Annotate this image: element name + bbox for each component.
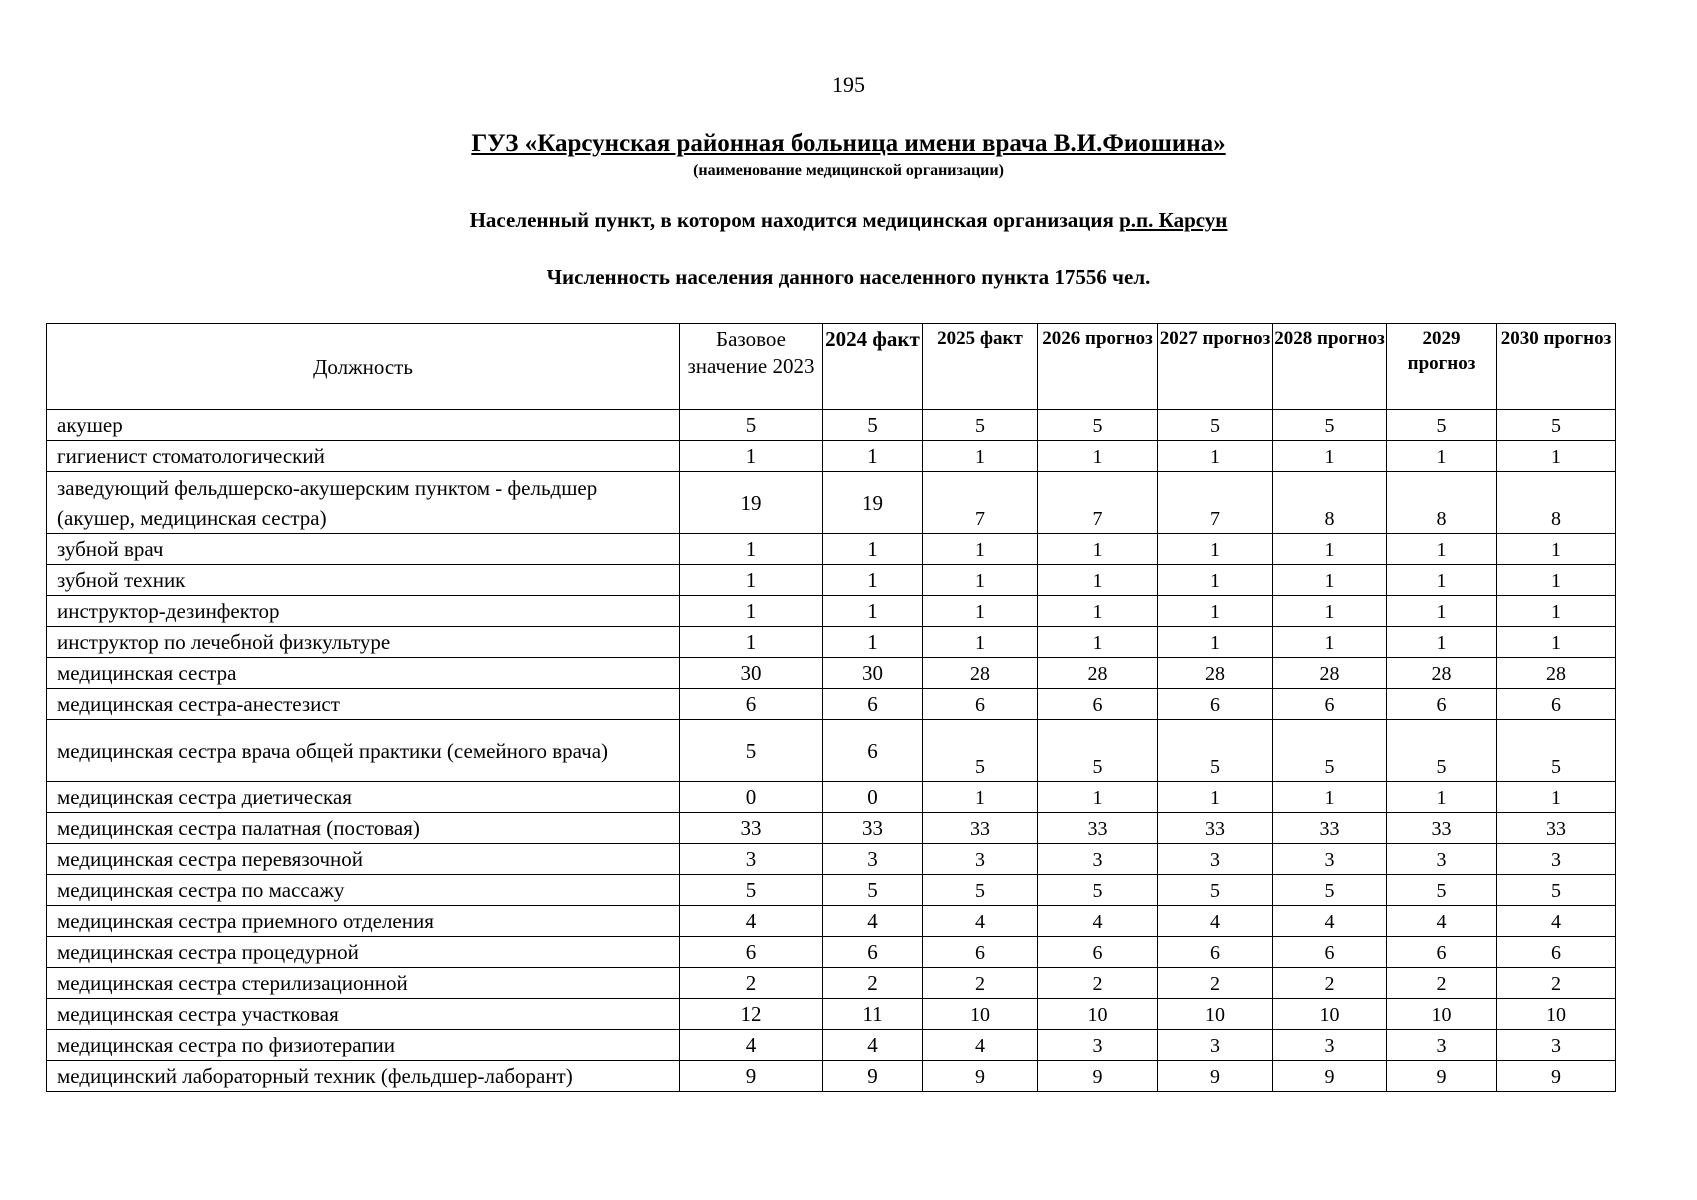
value-cell: 5 [1497, 875, 1616, 906]
value-cell: 4 [1273, 906, 1387, 937]
value-cell: 28 [1038, 658, 1158, 689]
value-cell: 1 [1497, 534, 1616, 565]
value-cell: 12 [680, 999, 823, 1030]
value-cell: 1 [1158, 596, 1273, 627]
table-row [47, 534, 1616, 565]
table-row [47, 937, 1616, 968]
value-cell: 3 [1387, 1030, 1497, 1061]
table-row [47, 782, 1616, 813]
position-name-cell: медицинская сестра перевязочной [47, 844, 680, 875]
value-cell: 9 [1387, 1061, 1497, 1092]
value-cell: 6 [680, 689, 823, 720]
value-cell: 33 [1497, 813, 1616, 844]
value-cell: 1 [923, 565, 1038, 596]
value-cell: 1 [1387, 782, 1497, 813]
value-cell: 1 [823, 627, 923, 658]
value-cell: 1 [823, 441, 923, 472]
value-cell: 2 [923, 968, 1038, 999]
value-cell: 28 [1273, 658, 1387, 689]
position-name-cell: зубной техник [47, 565, 680, 596]
value-cell: 1 [1158, 782, 1273, 813]
value-cell: 1 [823, 534, 923, 565]
value-cell: 28 [1158, 658, 1273, 689]
value-cell: 2 [823, 968, 923, 999]
value-cell: 1 [1497, 441, 1616, 472]
value-cell: 5 [1273, 720, 1387, 782]
value-cell: 1 [1038, 627, 1158, 658]
header-2028: 2028 прогноз [1273, 324, 1387, 410]
value-cell: 1 [1273, 627, 1387, 658]
table-row [47, 720, 1616, 782]
value-cell: 10 [1038, 999, 1158, 1030]
position-name-cell: заведующий фельдшерско-акушерским пунктом - фельдшер (акушер, медицинская сестра) [47, 472, 680, 534]
value-cell: 33 [1387, 813, 1497, 844]
value-cell: 6 [923, 689, 1038, 720]
value-cell: 5 [680, 720, 823, 782]
value-cell: 1 [1387, 565, 1497, 596]
value-cell: 1 [680, 565, 823, 596]
value-cell: 1 [1387, 534, 1497, 565]
value-cell: 9 [823, 1061, 923, 1092]
value-cell: 5 [1038, 875, 1158, 906]
organization-title: ГУЗ «Карсунская районная больница имени врача В.И.Фиошина» [471, 130, 1226, 157]
value-cell: 6 [823, 937, 923, 968]
value-cell: 1 [680, 627, 823, 658]
value-cell: 1 [1273, 534, 1387, 565]
value-cell: 6 [1273, 689, 1387, 720]
value-cell: 6 [923, 937, 1038, 968]
value-cell: 8 [1497, 472, 1616, 534]
header-2030: 2030 прогноз [1497, 324, 1616, 410]
value-cell: 7 [923, 472, 1038, 534]
value-cell: 6 [823, 720, 923, 782]
value-cell: 1 [1038, 782, 1158, 813]
position-name-cell: медицинская сестра процедурной [47, 937, 680, 968]
locality-value: р.п. Карсун [1119, 208, 1228, 232]
value-cell: 1 [923, 627, 1038, 658]
value-cell: 19 [823, 472, 923, 534]
value-cell: 3 [1497, 844, 1616, 875]
header-2027: 2027 прогноз [1158, 324, 1273, 410]
header-base-2023: Базовое значение 2023 [680, 324, 823, 410]
value-cell: 5 [923, 875, 1038, 906]
value-cell: 1 [680, 534, 823, 565]
value-cell: 1 [1497, 782, 1616, 813]
table-row [47, 472, 1616, 534]
position-name-cell: медицинская сестра диетическая [47, 782, 680, 813]
value-cell: 33 [823, 813, 923, 844]
table-row [47, 1030, 1616, 1061]
value-cell: 4 [680, 906, 823, 937]
value-cell: 10 [923, 999, 1038, 1030]
value-cell: 3 [1497, 1030, 1616, 1061]
value-cell: 3 [1038, 1030, 1158, 1061]
value-cell: 3 [680, 844, 823, 875]
value-cell: 9 [1273, 1061, 1387, 1092]
value-cell: 1 [823, 565, 923, 596]
value-cell: 9 [1497, 1061, 1616, 1092]
value-cell: 2 [1038, 968, 1158, 999]
header-2026: 2026 прогноз [1038, 324, 1158, 410]
value-cell: 7 [1038, 472, 1158, 534]
header-2029: 2029 прогноз [1387, 324, 1497, 410]
value-cell: 2 [680, 968, 823, 999]
value-cell: 1 [1387, 627, 1497, 658]
value-cell: 33 [1273, 813, 1387, 844]
position-name-cell: медицинская сестра врача общей практики (семейного врача) [47, 720, 680, 782]
locality-line [0, 208, 1697, 233]
value-cell: 5 [1158, 410, 1273, 441]
value-cell: 6 [1158, 689, 1273, 720]
value-cell: 1 [923, 782, 1038, 813]
table-header-row [47, 324, 1616, 410]
value-cell: 3 [1273, 1030, 1387, 1061]
value-cell: 10 [1497, 999, 1616, 1030]
value-cell: 1 [1273, 565, 1387, 596]
value-cell: 1 [1387, 441, 1497, 472]
table-row [47, 658, 1616, 689]
value-cell: 28 [1497, 658, 1616, 689]
value-cell: 5 [923, 720, 1038, 782]
value-cell: 7 [1158, 472, 1273, 534]
position-name-cell: медицинская сестра [47, 658, 680, 689]
position-name-cell: медицинский лабораторный техник (фельдшер-лаборант) [47, 1061, 680, 1092]
locality-label: Населенный пункт, в котором находится медицинская организация [469, 208, 1120, 232]
value-cell: 1 [1273, 782, 1387, 813]
value-cell: 5 [1387, 875, 1497, 906]
value-cell: 3 [823, 844, 923, 875]
value-cell: 1 [1497, 596, 1616, 627]
value-cell: 2 [1387, 968, 1497, 999]
value-cell: 2 [1273, 968, 1387, 999]
value-cell: 4 [823, 906, 923, 937]
table-row [47, 596, 1616, 627]
value-cell: 1 [923, 596, 1038, 627]
value-cell: 5 [1387, 410, 1497, 441]
value-cell: 10 [1387, 999, 1497, 1030]
value-cell: 1 [1497, 627, 1616, 658]
value-cell: 6 [1387, 689, 1497, 720]
table-row [47, 689, 1616, 720]
value-cell: 1 [1273, 441, 1387, 472]
value-cell: 5 [680, 410, 823, 441]
value-cell: 5 [823, 410, 923, 441]
value-cell: 1 [1038, 596, 1158, 627]
table-row [47, 813, 1616, 844]
value-cell: 30 [680, 658, 823, 689]
table-row [47, 999, 1616, 1030]
value-cell: 6 [1387, 937, 1497, 968]
value-cell: 4 [923, 906, 1038, 937]
value-cell: 11 [823, 999, 923, 1030]
value-cell: 3 [1387, 844, 1497, 875]
position-name-cell: медицинская сестра приемного отделения [47, 906, 680, 937]
value-cell: 6 [823, 689, 923, 720]
value-cell: 5 [1273, 875, 1387, 906]
value-cell: 9 [1038, 1061, 1158, 1092]
header-2024: 2024 факт [823, 324, 923, 410]
population-line: Численность населения данного населенного пункта 17556 чел. [546, 265, 1151, 289]
value-cell: 1 [923, 534, 1038, 565]
position-name-cell: медицинская сестра палатная (постовая) [47, 813, 680, 844]
value-cell: 1 [1158, 565, 1273, 596]
value-cell: 5 [1038, 410, 1158, 441]
value-cell: 4 [823, 1030, 923, 1061]
position-name-cell: медицинская сестра стерилизационной [47, 968, 680, 999]
value-cell: 33 [923, 813, 1038, 844]
value-cell: 3 [1273, 844, 1387, 875]
value-cell: 1 [1273, 596, 1387, 627]
value-cell: 3 [923, 844, 1038, 875]
value-cell: 0 [823, 782, 923, 813]
table-row [47, 844, 1616, 875]
table-row [47, 441, 1616, 472]
value-cell: 5 [1158, 875, 1273, 906]
value-cell: 4 [1158, 906, 1273, 937]
value-cell: 8 [1273, 472, 1387, 534]
value-cell: 3 [1158, 1030, 1273, 1061]
value-cell: 28 [1387, 658, 1497, 689]
value-cell: 6 [1158, 937, 1273, 968]
value-cell: 33 [680, 813, 823, 844]
value-cell: 9 [1158, 1061, 1273, 1092]
table-row [47, 410, 1616, 441]
value-cell: 4 [680, 1030, 823, 1061]
position-name-cell: зубной врач [47, 534, 680, 565]
value-cell: 4 [1497, 906, 1616, 937]
value-cell: 1 [1158, 441, 1273, 472]
header-position: Должность [47, 324, 680, 410]
value-cell: 6 [680, 937, 823, 968]
value-cell: 30 [823, 658, 923, 689]
value-cell: 1 [1497, 565, 1616, 596]
value-cell: 5 [1387, 720, 1497, 782]
value-cell: 10 [1158, 999, 1273, 1030]
value-cell: 1 [1038, 534, 1158, 565]
value-cell: 4 [1038, 906, 1158, 937]
table-row [47, 1061, 1616, 1092]
value-cell: 8 [1387, 472, 1497, 534]
value-cell: 0 [680, 782, 823, 813]
value-cell: 1 [1387, 596, 1497, 627]
value-cell: 33 [1158, 813, 1273, 844]
value-cell: 33 [1038, 813, 1158, 844]
position-name-cell: медицинская сестра по массажу [47, 875, 680, 906]
value-cell: 1 [923, 441, 1038, 472]
staff-table [46, 323, 1616, 1092]
value-cell: 3 [1038, 844, 1158, 875]
position-name-cell: инструктор по лечебной физкультуре [47, 627, 680, 658]
value-cell: 6 [1038, 937, 1158, 968]
value-cell: 6 [1273, 937, 1387, 968]
value-cell: 1 [1038, 441, 1158, 472]
value-cell: 28 [923, 658, 1038, 689]
value-cell: 2 [1158, 968, 1273, 999]
value-cell: 5 [680, 875, 823, 906]
value-cell: 5 [1497, 410, 1616, 441]
position-name-cell: медицинская сестра-анестезист [47, 689, 680, 720]
page-number: 195 [832, 72, 865, 97]
value-cell: 1 [823, 596, 923, 627]
table-row [47, 565, 1616, 596]
value-cell: 5 [1497, 720, 1616, 782]
position-name-cell: гигиенист стоматологический [47, 441, 680, 472]
table-row [47, 906, 1616, 937]
value-cell: 5 [823, 875, 923, 906]
value-cell: 1 [1038, 565, 1158, 596]
table-row [47, 875, 1616, 906]
value-cell: 1 [1158, 627, 1273, 658]
header-2025: 2025 факт [923, 324, 1038, 410]
value-cell: 6 [1497, 689, 1616, 720]
value-cell: 4 [1387, 906, 1497, 937]
value-cell: 5 [1158, 720, 1273, 782]
table-row [47, 627, 1616, 658]
value-cell: 6 [1038, 689, 1158, 720]
value-cell: 3 [1158, 844, 1273, 875]
value-cell: 2 [1497, 968, 1616, 999]
value-cell: 4 [923, 1030, 1038, 1061]
value-cell: 5 [923, 410, 1038, 441]
value-cell: 5 [1273, 410, 1387, 441]
value-cell: 5 [1038, 720, 1158, 782]
value-cell: 6 [1497, 937, 1616, 968]
organization-caption: (наименование медицинской организации) [693, 162, 1004, 179]
value-cell: 19 [680, 472, 823, 534]
value-cell: 1 [680, 441, 823, 472]
value-cell: 1 [680, 596, 823, 627]
position-name-cell: акушер [47, 410, 680, 441]
value-cell: 9 [923, 1061, 1038, 1092]
table-row [47, 968, 1616, 999]
value-cell: 9 [680, 1061, 823, 1092]
position-name-cell: медицинская сестра участковая [47, 999, 680, 1030]
position-name-cell: медицинская сестра по физиотерапии [47, 1030, 680, 1061]
value-cell: 10 [1273, 999, 1387, 1030]
position-name-cell: инструктор-дезинфектор [47, 596, 680, 627]
value-cell: 1 [1158, 534, 1273, 565]
